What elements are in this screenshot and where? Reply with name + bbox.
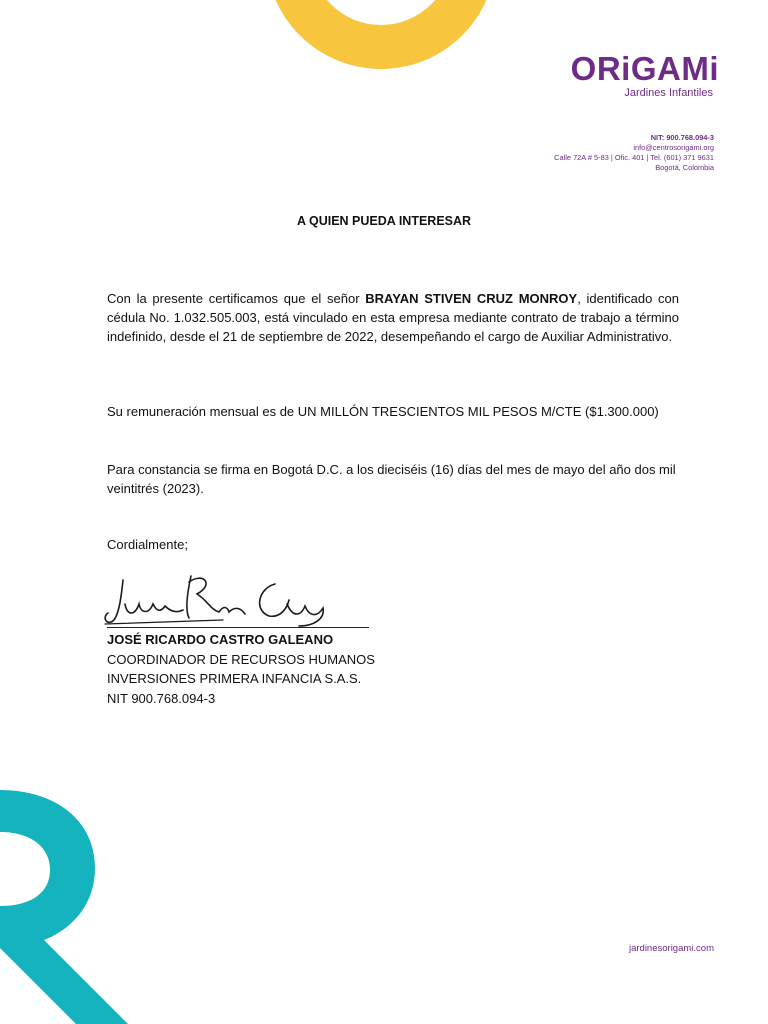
company-nit: NIT: 900.768.094-3	[650, 133, 714, 142]
yellow-ring-decoration	[262, 0, 500, 102]
certification-paragraph	[107, 289, 679, 346]
contact-city: Bogotá, Colombia	[655, 163, 714, 172]
letter-title: A QUIEN PUEDA INTERESAR	[296, 214, 472, 228]
signer-name: JOSÉ RICARDO CASTRO GALEANO	[107, 632, 334, 647]
closing-text: Cordialmente;	[107, 537, 188, 552]
signer-nit: NIT 900.768.094-3	[107, 690, 216, 706]
logo-subtitle: Jardines Infantiles	[624, 87, 713, 99]
signer-company: INVERSIONES PRIMERA INFANCIA S.A.S.	[107, 671, 362, 686]
teal-r-decoration	[0, 788, 200, 1024]
signer-role: COORDINADOR DE RECURSOS HUMANOS	[107, 651, 375, 667]
para1-intro: Con la presente certificamos que el señor	[107, 291, 366, 306]
signing-date-paragraph: Para constancia se firma en Bogotá D.C. a los dieciséis (16) días del mes de mayo del año dos mil veintitrés (2023).	[107, 462, 676, 496]
signature-line	[107, 627, 369, 628]
contact-block	[554, 133, 714, 173]
salary-paragraph: Su remuneración mensual es de UN MILLÓN TRESCIENTOS MIL PESOS M/CTE ($1.300.000)	[107, 404, 659, 419]
contact-address: Calle 72A # 5-83 | Ofic. 401 | Tel. (601) 371 9631	[554, 153, 714, 162]
website-link[interactable]: jardinesorigami.com	[628, 943, 714, 954]
contact-email[interactable]: info@centrosorigami.org	[633, 143, 714, 152]
logo-text: ORiGAMi	[570, 50, 719, 87]
para1-details: , identificado con cédula No. 1.032.505.003, está vinculado en esta empresa mediante contrato de trabajo a término indefinido, desde el 21 de septiembre de 2022, desempeñando el cargo de Auxiliar Administrativo.	[107, 291, 679, 344]
employee-name: BRAYAN STIVEN CRUZ MONROY	[365, 291, 578, 306]
signer-block	[107, 630, 375, 708]
handwritten-signature	[103, 570, 333, 630]
